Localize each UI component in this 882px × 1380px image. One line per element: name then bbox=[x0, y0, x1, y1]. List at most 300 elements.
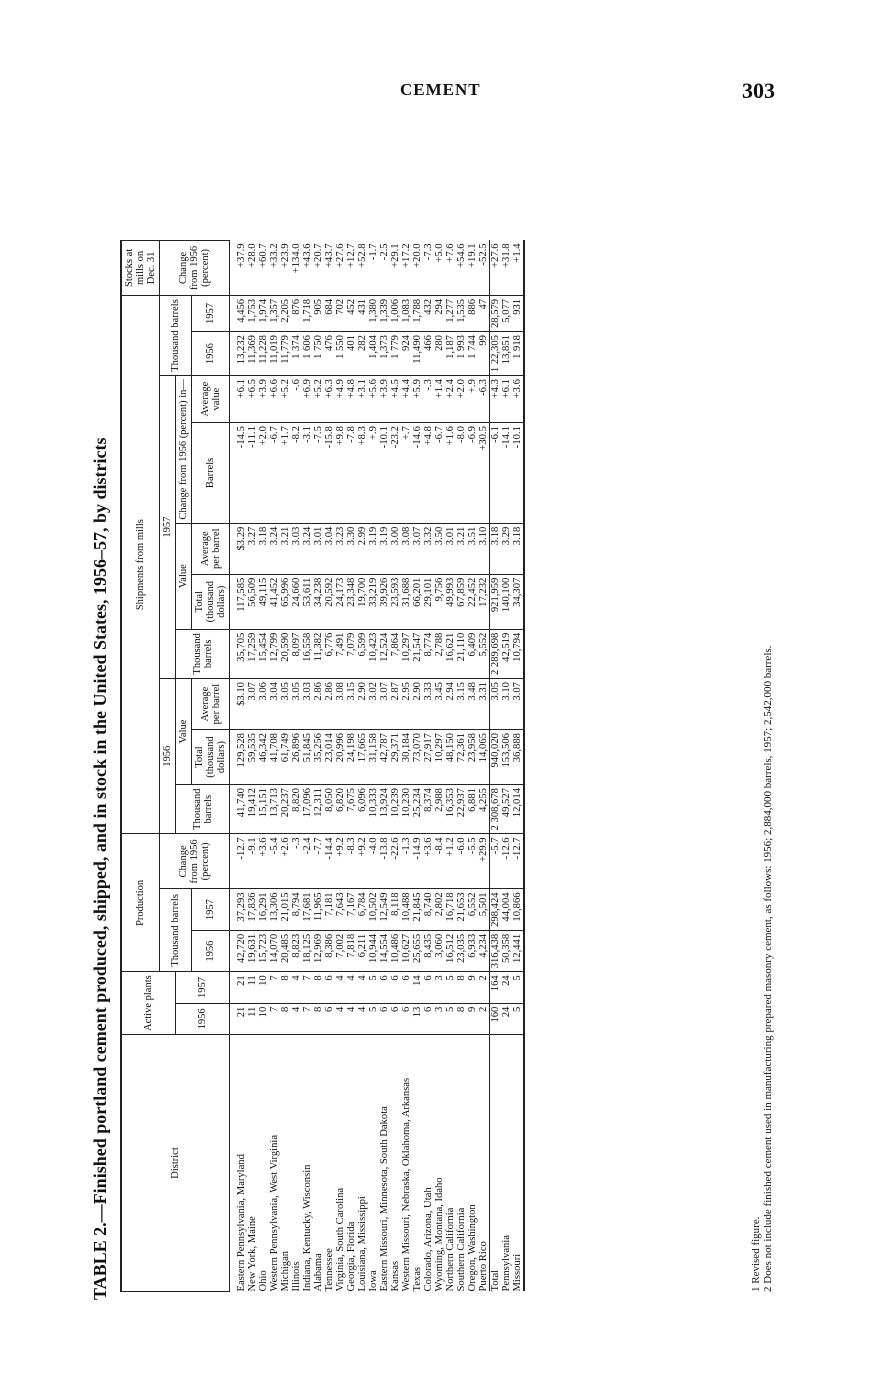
table-cell: 3.48 bbox=[467, 679, 478, 730]
table-cell: 8,374 bbox=[423, 785, 434, 834]
table-cell: 940,020 bbox=[490, 730, 502, 785]
table-row bbox=[390, 240, 401, 1291]
table-cell: -14.9 bbox=[412, 834, 423, 889]
table-row bbox=[501, 240, 512, 1291]
table-cell: -7.8 bbox=[346, 423, 357, 524]
table-cell: 3.05 bbox=[490, 679, 502, 730]
table-cell: $3.29 bbox=[230, 523, 248, 574]
table-row bbox=[291, 240, 302, 1291]
table-cell: +19.1 bbox=[467, 240, 478, 295]
table-cell: 10,297 bbox=[401, 629, 412, 678]
table-cell: +4.9 bbox=[335, 376, 346, 423]
table-cell: -12.6 bbox=[501, 834, 512, 889]
col-s57-chg-avg: Average value bbox=[192, 376, 230, 423]
table-cell: -14.5 bbox=[230, 423, 248, 524]
table-cell: -10.1 bbox=[379, 423, 390, 524]
col-s56-thou: Thousand barrels bbox=[176, 785, 230, 834]
table-cell: 50,358 bbox=[501, 930, 512, 971]
table-cell: 924 bbox=[401, 332, 412, 376]
table-cell: +1.6 bbox=[445, 423, 456, 524]
table-cell: +52.8 bbox=[357, 240, 368, 295]
table-cell: 36,888 bbox=[512, 730, 524, 785]
table-cell: 2.87 bbox=[390, 679, 401, 730]
table-cell: 4,456 bbox=[230, 295, 248, 331]
table-cell: 6,552 bbox=[467, 889, 478, 930]
table-cell: -8.4 bbox=[434, 834, 445, 889]
table-cell: -52.5 bbox=[478, 240, 490, 295]
col-ship-1956: 1956 bbox=[160, 679, 176, 834]
table-cell: +20.0 bbox=[412, 240, 423, 295]
table-cell: 294 bbox=[434, 295, 445, 331]
table-cell: 3.32 bbox=[423, 523, 434, 574]
district-name: Oregon, Washington bbox=[467, 1204, 478, 1292]
table-cell: 46,342 bbox=[258, 730, 269, 785]
table-cell: 1 22,305 bbox=[490, 332, 502, 376]
district-name: Georgia, Florida bbox=[346, 1221, 357, 1292]
table-cell: 2.90 bbox=[412, 679, 423, 730]
table-row bbox=[280, 240, 291, 1291]
table-cell: 3.04 bbox=[269, 679, 280, 730]
table-cell: -.6 bbox=[291, 376, 302, 423]
table-cell: +134.0 bbox=[291, 240, 302, 295]
table-cell: 3 bbox=[434, 972, 445, 1003]
table-cell: 153,506 bbox=[501, 730, 512, 785]
table-cell: +4.5 bbox=[390, 376, 401, 423]
table-cell: 23,958 bbox=[467, 730, 478, 785]
table-cell: 1,006 bbox=[390, 295, 401, 331]
table-cell: 17,259 bbox=[247, 629, 258, 678]
table-cell: 3.21 bbox=[280, 523, 291, 574]
table-cell: -22.6 bbox=[390, 834, 401, 889]
table-cell: 5,552 bbox=[478, 629, 490, 678]
table-cell: 2,988 bbox=[434, 785, 445, 834]
col-s56-avg: Average per barrel bbox=[192, 679, 230, 730]
table-cell: +2.4 bbox=[445, 376, 456, 423]
table-cell: 21,845 bbox=[412, 889, 423, 930]
table-cell: 4 bbox=[291, 972, 302, 1003]
table-cell: 42,787 bbox=[379, 730, 390, 785]
table-cell: 35,256 bbox=[313, 730, 324, 785]
table-row bbox=[445, 240, 456, 1291]
table-cell: 47 bbox=[478, 295, 490, 331]
table-cell: 13,232 bbox=[230, 332, 248, 376]
table-cell: 17,681 bbox=[302, 889, 313, 930]
table-cell: -7.5 bbox=[313, 423, 324, 524]
table-cell: 3.24 bbox=[302, 523, 313, 574]
running-head: CEMENT bbox=[400, 80, 481, 99]
table-cell: 10,488 bbox=[401, 889, 412, 930]
table-cell: 12,549 bbox=[379, 889, 390, 930]
table-cell: 11 bbox=[247, 972, 258, 1003]
table-cell: 16,621 bbox=[445, 629, 456, 678]
table-cell: 6 bbox=[390, 972, 401, 1003]
table-caption: TABLE 2.—Finished portland cement produced, shipped, and in stock in the United States, 1956–57, by districts bbox=[90, 437, 110, 1300]
table-cell: 2.90 bbox=[357, 679, 368, 730]
table-cell: 1,535 bbox=[456, 295, 467, 331]
table-cell: 4 bbox=[346, 972, 357, 1003]
table-row bbox=[423, 240, 434, 1291]
table-cell: +.9 bbox=[368, 423, 379, 524]
table-cell: -1.3 bbox=[401, 834, 412, 889]
table-cell: 42,720 bbox=[230, 930, 248, 971]
table-cell: 5 bbox=[368, 1003, 379, 1034]
table-cell: 10,239 bbox=[390, 785, 401, 834]
table-cell: -8.0 bbox=[456, 423, 467, 524]
table-cell: 3.06 bbox=[258, 679, 269, 730]
col-s57-total: Total (thousand dollars) bbox=[192, 574, 230, 629]
table-cell: +12.7 bbox=[346, 240, 357, 295]
table-cell: 29,101 bbox=[423, 574, 434, 629]
table-cell: -6.0 bbox=[456, 834, 467, 889]
table-cell: 12,311 bbox=[313, 785, 324, 834]
table-cell: 7,079 bbox=[346, 629, 357, 678]
table-cell: -1.7 bbox=[368, 240, 379, 295]
table-cell: +54.6 bbox=[456, 240, 467, 295]
col-s57-chg-barrels: Barrels bbox=[192, 423, 230, 524]
table-cell: 6,776 bbox=[324, 629, 335, 678]
district-name: Louisiana, Mississippi bbox=[357, 1196, 368, 1292]
table-cell: 3.07 bbox=[379, 679, 390, 730]
table-cell: 56,509 bbox=[247, 574, 258, 629]
table-cell: 1 779 bbox=[390, 332, 401, 376]
table-cell: 23,593 bbox=[390, 574, 401, 629]
table-cell: 4,234 bbox=[478, 930, 490, 971]
district-name: Southern California bbox=[456, 1207, 467, 1292]
table-cell: 8,774 bbox=[423, 629, 434, 678]
table-cell: 7,818 bbox=[346, 930, 357, 971]
table-cell: 6 bbox=[401, 1003, 412, 1034]
table-cell: -10.1 bbox=[512, 423, 524, 524]
table-cell: +6.1 bbox=[501, 376, 512, 423]
table-cell: 11,382 bbox=[313, 629, 324, 678]
table-cell: 4,255 bbox=[478, 785, 490, 834]
table-cell: +37.9 bbox=[230, 240, 248, 295]
table-cell: +1.4 bbox=[434, 376, 445, 423]
table-cell: 5 bbox=[445, 1003, 456, 1034]
table-cell: 35,705 bbox=[230, 629, 248, 678]
table-cell: 65,996 bbox=[280, 574, 291, 629]
table-cell: 23,035 bbox=[456, 930, 467, 971]
table-cell: 2.86 bbox=[324, 679, 335, 730]
table-cell: 7,181 bbox=[324, 889, 335, 930]
table-cell: 7,643 bbox=[335, 889, 346, 930]
table-cell: 8 bbox=[456, 972, 467, 1003]
table-cell: 7 bbox=[269, 1003, 280, 1034]
table-cell: 49,115 bbox=[258, 574, 269, 629]
table-cell: 6,211 bbox=[357, 930, 368, 971]
table-cell: 3.08 bbox=[401, 523, 412, 574]
col-plants-1956: 1956 bbox=[176, 1003, 230, 1034]
table-cell: 24 bbox=[501, 1003, 512, 1034]
table-cell: -12.7 bbox=[230, 834, 248, 889]
table-cell: 164 bbox=[490, 972, 502, 1003]
col-prod-change: Change from 1956 (percent) bbox=[160, 834, 230, 889]
table-cell: 5,501 bbox=[478, 889, 490, 930]
table-cell: +33.2 bbox=[269, 240, 280, 295]
table-cell: -7.3 bbox=[423, 240, 434, 295]
district-name: Ohio bbox=[258, 1270, 269, 1292]
table-cell: 67,859 bbox=[456, 574, 467, 629]
table-body bbox=[230, 240, 525, 1291]
col-stocks-1956: 1956 bbox=[192, 332, 230, 376]
table-cell: 1,187 bbox=[445, 332, 456, 376]
table-cell: 12,969 bbox=[313, 930, 324, 971]
table-cell: 10,230 bbox=[401, 785, 412, 834]
table-cell: 9 bbox=[467, 1003, 478, 1034]
table-cell: 13,851 bbox=[501, 332, 512, 376]
footnotes bbox=[750, 646, 774, 1292]
table-row bbox=[434, 240, 445, 1291]
table-cell: 66,201 bbox=[412, 574, 423, 629]
table-cell: 129,528 bbox=[230, 730, 248, 785]
col-district: District bbox=[121, 1035, 230, 1292]
table-cell: +2.0 bbox=[456, 376, 467, 423]
table-cell: +6.9 bbox=[302, 376, 313, 423]
table-cell: 7,167 bbox=[346, 889, 357, 930]
table-cell: 6,599 bbox=[357, 629, 368, 678]
table-cell: 21,110 bbox=[456, 629, 467, 678]
district-name: Western Pennsylvania, West Virginia bbox=[269, 1134, 280, 1292]
table-cell: +60.7 bbox=[258, 240, 269, 295]
table-cell: 49,993 bbox=[445, 574, 456, 629]
table-cell: -2.4 bbox=[302, 834, 313, 889]
table-cell: -4.0 bbox=[368, 834, 379, 889]
table-cell: 19,412 bbox=[247, 785, 258, 834]
table-cell: 20,592 bbox=[324, 574, 335, 629]
table-cell: 12,441 bbox=[512, 930, 524, 971]
table-cell: 3.24 bbox=[269, 523, 280, 574]
table-cell: 13,306 bbox=[269, 889, 280, 930]
col-ship-1957: 1957 bbox=[160, 376, 176, 679]
table-cell: 1,974 bbox=[258, 295, 269, 331]
table-cell: +3.9 bbox=[379, 376, 390, 423]
table-cell: 10,333 bbox=[368, 785, 379, 834]
district-name: Virginia, South Carolina bbox=[335, 1187, 346, 1292]
table-cell: -5.7 bbox=[490, 834, 502, 889]
table-cell: 20,485 bbox=[280, 930, 291, 971]
table-cell: 11,779 bbox=[280, 332, 291, 376]
table-cell: +43.7 bbox=[324, 240, 335, 295]
table-row bbox=[324, 240, 335, 1291]
table-cell: 8 bbox=[280, 1003, 291, 1034]
footnote-2: 2 Does not include finished cement used in manufacturing prepared masonry cement, as follows: 1956; 2,884,000 barrels, 1957; 2,542,000 barrels. bbox=[762, 645, 774, 1292]
district-name: Eastern Missouri, Minnesota, South Dakota bbox=[379, 1106, 390, 1292]
table-cell: 3.15 bbox=[456, 679, 467, 730]
table-cell: 6 bbox=[379, 1003, 390, 1034]
table-cell: 3.10 bbox=[478, 523, 490, 574]
table-cell: +1.4 bbox=[512, 240, 524, 295]
table-cell: 15,454 bbox=[258, 629, 269, 678]
table-cell: 29,371 bbox=[390, 730, 401, 785]
table-cell: 4 bbox=[335, 972, 346, 1003]
table-cell: 452 bbox=[346, 295, 357, 331]
table-cell: 3 bbox=[434, 1003, 445, 1034]
table-cell: 72,361 bbox=[456, 730, 467, 785]
table-cell: -6.7 bbox=[269, 423, 280, 524]
table-cell: 24,198 bbox=[346, 730, 357, 785]
table-cell: 24,660 bbox=[291, 574, 302, 629]
table-cell: 1,380 bbox=[368, 295, 379, 331]
table-cell: -14.6 bbox=[412, 423, 423, 524]
district-name: New York, Maine bbox=[247, 1216, 258, 1292]
table-cell: 3.19 bbox=[379, 523, 390, 574]
table-cell: -23.2 bbox=[390, 423, 401, 524]
table-cell: -6.7 bbox=[434, 423, 445, 524]
table-cell: +9.2 bbox=[335, 834, 346, 889]
district-name: Wyoming, Montana, Idaho bbox=[434, 1177, 445, 1292]
table-cell: 17,096 bbox=[302, 785, 313, 834]
table-cell: 7,864 bbox=[390, 629, 401, 678]
table-cell: 20,996 bbox=[335, 730, 346, 785]
table-cell: -5.4 bbox=[269, 834, 280, 889]
table-cell: 3.21 bbox=[456, 523, 467, 574]
col-production: Production bbox=[121, 834, 160, 972]
table-cell: 6,409 bbox=[467, 629, 478, 678]
table-cell: 2 289,698 bbox=[490, 629, 502, 678]
table-cell: 8 bbox=[313, 1003, 324, 1034]
table-cell: 22,452 bbox=[467, 574, 478, 629]
table-cell: 2 bbox=[478, 1003, 490, 1034]
table-cell: 8,794 bbox=[291, 889, 302, 930]
table-cell: 24 bbox=[501, 972, 512, 1003]
table-cell: 2,205 bbox=[280, 295, 291, 331]
table-row bbox=[258, 240, 269, 1291]
table-cell: 6,881 bbox=[467, 785, 478, 834]
table-cell: 12,524 bbox=[379, 629, 390, 678]
table-cell: 7,002 bbox=[335, 930, 346, 971]
table-cell: 51,845 bbox=[302, 730, 313, 785]
table-cell: 14,554 bbox=[379, 930, 390, 971]
table-cell: 34,307 bbox=[512, 574, 524, 629]
table-cell: +1.2 bbox=[445, 834, 456, 889]
table-cell: 8,820 bbox=[291, 785, 302, 834]
table-cell: 1 606 bbox=[302, 332, 313, 376]
table-cell: 905 bbox=[313, 295, 324, 331]
table-cell: +4.8 bbox=[423, 423, 434, 524]
table-cell: 5 bbox=[512, 972, 524, 1003]
district-name: Illinois bbox=[291, 1261, 302, 1292]
table-cell: 3.15 bbox=[346, 679, 357, 730]
table-cell: 59,535 bbox=[247, 730, 258, 785]
table-cell: 6 bbox=[324, 1003, 335, 1034]
table-cell: +9.8 bbox=[335, 423, 346, 524]
table-cell: 41,452 bbox=[269, 574, 280, 629]
table-cell: 3.05 bbox=[291, 679, 302, 730]
table-cell: +9.2 bbox=[357, 834, 368, 889]
table-cell: 25,655 bbox=[412, 930, 423, 971]
table-row bbox=[269, 240, 280, 1291]
table-cell: 41,708 bbox=[269, 730, 280, 785]
table-cell: 1,277 bbox=[445, 295, 456, 331]
table-cell: 8,118 bbox=[390, 889, 401, 930]
table-cell: 3.10 bbox=[501, 679, 512, 730]
table-cell: +5.2 bbox=[313, 376, 324, 423]
table-row bbox=[346, 240, 357, 1291]
table-cell: 23,014 bbox=[324, 730, 335, 785]
table-row bbox=[247, 240, 258, 1291]
table-cell: 8,050 bbox=[324, 785, 335, 834]
table-cell: 17,665 bbox=[357, 730, 368, 785]
district-name: Pennsylvania bbox=[501, 1235, 512, 1292]
table-cell: 3.33 bbox=[423, 679, 434, 730]
district-name: Texas bbox=[412, 1266, 423, 1292]
table-cell: +4.4 bbox=[401, 376, 412, 423]
table-row bbox=[302, 240, 313, 1291]
table-cell: 25,234 bbox=[412, 785, 423, 834]
table-cell: 10,297 bbox=[434, 730, 445, 785]
table-cell: -6.1 bbox=[490, 423, 502, 524]
table-cell: -8.3 bbox=[346, 834, 357, 889]
table-cell: 6,096 bbox=[357, 785, 368, 834]
table-cell: 8,097 bbox=[291, 629, 302, 678]
table-cell: 14 bbox=[412, 972, 423, 1003]
table-cell: 282 bbox=[357, 332, 368, 376]
table-cell: 99 bbox=[478, 332, 490, 376]
table-cell: 7 bbox=[302, 972, 313, 1003]
table-cell: +5.6 bbox=[368, 376, 379, 423]
table-cell: 9,756 bbox=[434, 574, 445, 629]
table-cell: -3.1 bbox=[302, 423, 313, 524]
table-cell: 5 bbox=[368, 972, 379, 1003]
table-cell: 31,688 bbox=[401, 574, 412, 629]
table-row bbox=[467, 240, 478, 1291]
col-stocks: Stocks at mills on Dec. 31 bbox=[121, 240, 160, 295]
table-cell: +27.6 bbox=[490, 240, 502, 295]
col-s57-thou: Thousand barrels bbox=[176, 629, 230, 678]
table-cell: -6.3 bbox=[478, 376, 490, 423]
table-cell: +2.0 bbox=[258, 423, 269, 524]
table-cell: 3.18 bbox=[258, 523, 269, 574]
table-cell: 17,232 bbox=[478, 574, 490, 629]
district-name: Kansas bbox=[390, 1260, 401, 1292]
table-cell: -13.8 bbox=[379, 834, 390, 889]
table-cell: 160 bbox=[490, 1003, 502, 1034]
table-cell: -15.8 bbox=[324, 423, 335, 524]
col-prod-1957: 1957 bbox=[192, 889, 230, 930]
table-cell: 10,866 bbox=[512, 889, 524, 930]
table-cell: 8 bbox=[313, 972, 324, 1003]
table-cell: 3.05 bbox=[280, 679, 291, 730]
table-cell: -.3 bbox=[291, 834, 302, 889]
table-cell: +20.7 bbox=[313, 240, 324, 295]
table-cell: 13,713 bbox=[269, 785, 280, 834]
table-cell: +8.3 bbox=[357, 423, 368, 524]
table-cell: 1,718 bbox=[302, 295, 313, 331]
table-row bbox=[512, 240, 524, 1291]
table-cell: 33,219 bbox=[368, 574, 379, 629]
table-cell: 39,926 bbox=[379, 574, 390, 629]
table-cell: 10,627 bbox=[401, 930, 412, 971]
table-cell: 7,675 bbox=[346, 785, 357, 834]
table-cell: 3.01 bbox=[313, 523, 324, 574]
table-cell: -11.1 bbox=[247, 423, 258, 524]
table-cell: 401 bbox=[346, 332, 357, 376]
district-name: Alabama bbox=[313, 1253, 324, 1292]
table-cell: 3.27 bbox=[247, 523, 258, 574]
table-cell: 8 bbox=[456, 1003, 467, 1034]
table-cell: 1 750 bbox=[313, 332, 324, 376]
district-name: Puerto Rico bbox=[478, 1241, 489, 1292]
table-cell: +1.7 bbox=[280, 423, 291, 524]
table-cell: 4 bbox=[346, 1003, 357, 1034]
table-cell: 15,723 bbox=[258, 930, 269, 971]
table-cell: 7 bbox=[302, 1003, 313, 1034]
table-cell: 3.23 bbox=[335, 523, 346, 574]
table-cell: 10 bbox=[258, 972, 269, 1003]
table-cell: 14,065 bbox=[478, 730, 490, 785]
table-cell: 5 bbox=[445, 972, 456, 1003]
table-cell: 30,184 bbox=[401, 730, 412, 785]
